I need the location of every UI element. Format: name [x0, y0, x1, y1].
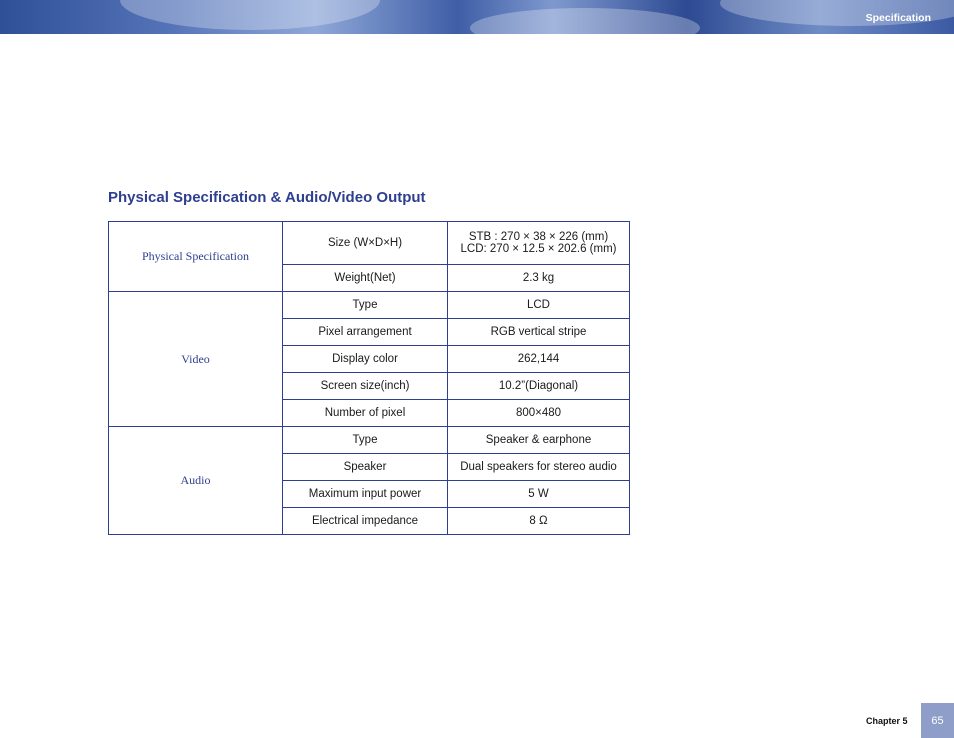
spec-value: 800×480 — [448, 400, 630, 427]
spec-item: Screen size(inch) — [283, 373, 448, 400]
spec-value: 5 W — [448, 481, 630, 508]
spec-value: Speaker & earphone — [448, 427, 630, 454]
spec-item: Electrical impedance — [283, 508, 448, 535]
spec-value: 8 Ω — [448, 508, 630, 535]
banner-swoosh-decoration — [120, 0, 380, 30]
spec-value-line: LCD: 270 × 12.5 × 202.6 (mm) — [460, 243, 617, 255]
group-label-audio: Audio — [109, 427, 283, 535]
spec-value: 262,144 — [448, 346, 630, 373]
spec-item: Maximum input power — [283, 481, 448, 508]
spec-item: Weight(Net) — [283, 265, 448, 292]
group-label-video: Video — [109, 292, 283, 427]
spec-item: Size (W×D×H) — [283, 222, 448, 265]
table-row — [109, 222, 630, 265]
spec-value: 10.2”(Diagonal) — [448, 373, 630, 400]
spec-item: Speaker — [283, 454, 448, 481]
group-label-physical: Physical Specification — [109, 222, 283, 292]
section-title: Specification — [865, 12, 931, 24]
spec-value: RGB vertical stripe — [448, 319, 630, 346]
page-number-tab — [921, 703, 954, 738]
spec-item: Number of pixel — [283, 400, 448, 427]
table-row — [109, 427, 630, 454]
spec-value-line: STB : 270 × 38 × 226 (mm) — [468, 231, 609, 243]
banner-swoosh-decoration — [470, 8, 700, 34]
page-number: 65 — [931, 714, 944, 727]
spec-value: LCD — [448, 292, 630, 319]
footer-chapter-label: Chapter 5 — [866, 716, 908, 726]
header-banner — [0, 0, 954, 34]
spec-item: Type — [283, 427, 448, 454]
table-row — [109, 292, 630, 319]
page-heading: Physical Specification & Audio/Video Output — [108, 189, 426, 206]
spec-item: Pixel arrangement — [283, 319, 448, 346]
spec-value: Dual speakers for stereo audio — [448, 454, 630, 481]
spec-item: Display color — [283, 346, 448, 373]
spec-item: Type — [283, 292, 448, 319]
spec-table — [108, 221, 630, 535]
spec-value — [448, 222, 630, 265]
spec-value: 2.3 kg — [448, 265, 630, 292]
